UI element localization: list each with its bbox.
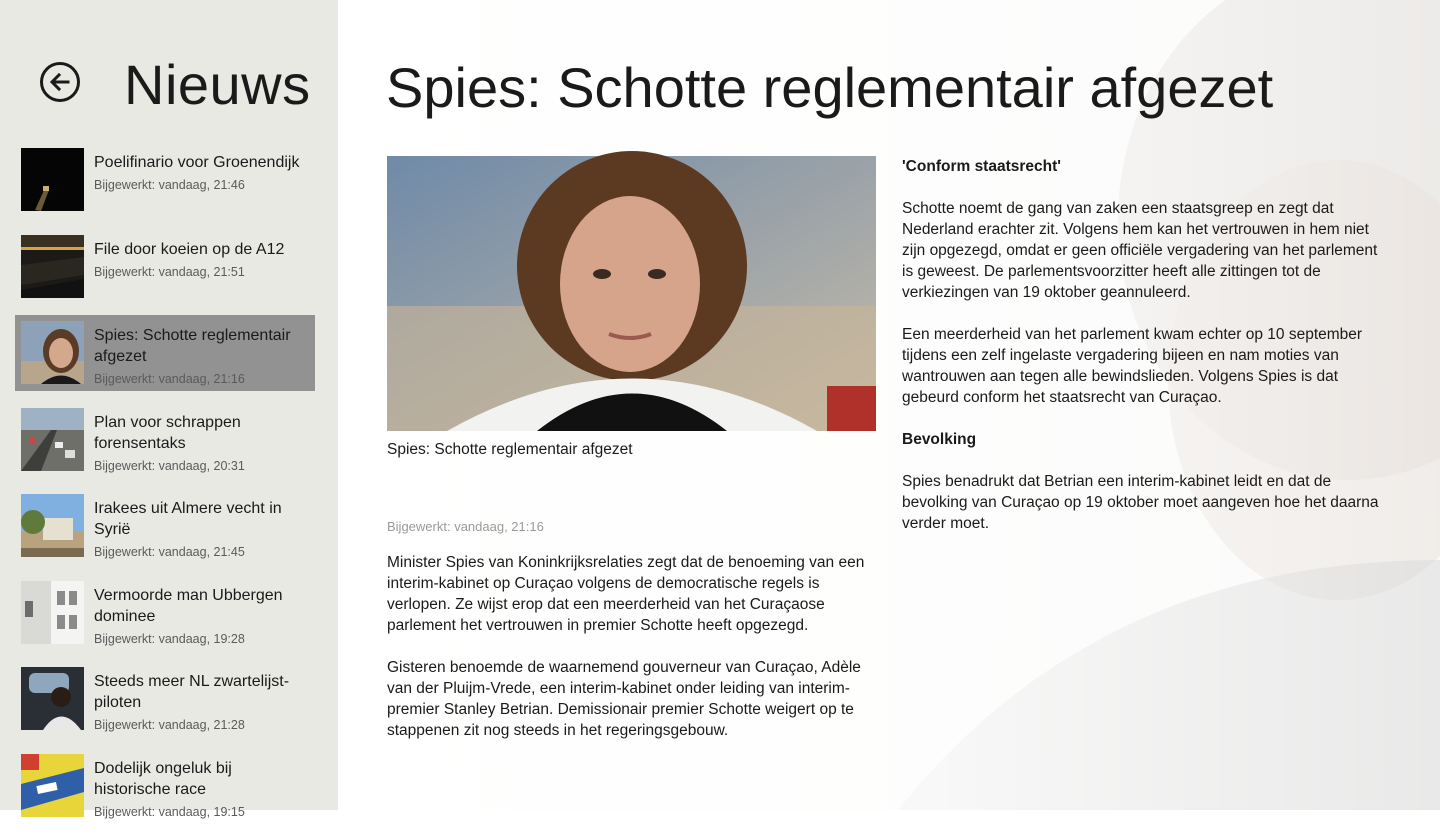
item-updated: Bijgewerkt: vandaag, 19:15 [94, 804, 245, 819]
item-title: Plan voor schrappen forensentaks [94, 413, 241, 452]
paragraph: Gisteren benoemde de waarnemend gouverneur van Curaçao, Adèle van der Pluijm-Vrede, een interim-kabinet onder leiding van interim-premier Stanley Betrian. Demissionair premier Schotte weigert op te stappenen zit nog steeds in het regeringsgebouw. [387, 659, 861, 739]
item-updated: Bijgewerkt: vandaag, 21:45 [94, 545, 245, 559]
sidebar [0, 0, 338, 819]
thumbnail [21, 581, 84, 644]
list-item[interactable] [15, 661, 315, 737]
item-title: Vermoorde man Ubbergen dominee [94, 586, 283, 625]
item-title: Poelifinario voor Groenendijk [94, 154, 300, 171]
item-title: File door koeien op de A12 [94, 240, 285, 258]
thumbnail [21, 235, 84, 298]
item-updated: Bijgewerkt: vandaag, 20:31 [94, 458, 245, 473]
list-item[interactable] [15, 402, 315, 478]
item-title: Irakees uit Almere vecht in Syrië [94, 500, 282, 538]
thumbnail [21, 148, 84, 211]
thumbnail [21, 754, 84, 817]
list-item[interactable] [15, 142, 315, 218]
thumbnail [21, 667, 84, 730]
article-view [338, 0, 1440, 810]
paragraph: Schotte noemt de gang van zaken een staatsgreep en zegt dat Nederland erachter zit. Volgens hem kan het vertrouwen in hem niet zijn opgezegd, omdat er geen officiële vergadering van het parlement is geweest. De parlementsvoorzitter heeft alle zittingen tot de verkiezingen van 19 oktober geannuleerd. [902, 200, 1378, 301]
section-heading: Bevolking [902, 431, 977, 448]
article-photo[interactable] [387, 156, 876, 431]
thumbnail [21, 494, 84, 557]
article-body-continued [902, 156, 1392, 555]
item-updated: Bijgewerkt: vandaag, 21:46 [94, 178, 245, 192]
item-title: Steeds meer NL zwartelijst-piloten [94, 673, 290, 711]
paragraph: Minister Spies van Koninkrijksrelaties zegt dat de benoeming van een interim-kabinet op Curaçao volgens de democratische regels is verlopen. Ze wijst erop dat een meerderheid van het Curaçaose parlement het vertrouwen in premier Schotte heeft opgezegd. [387, 554, 865, 634]
app-title: Nieuws [124, 53, 311, 116]
section-heading: 'Conform staatsrecht' [902, 158, 1061, 175]
article-body [387, 552, 867, 762]
back-arrow-icon [48, 70, 72, 94]
list-item-selected[interactable] [15, 315, 315, 391]
back-button[interactable] [40, 62, 80, 102]
article-title: Spies: Schotte reglementair afgezet [386, 56, 1274, 119]
item-updated: Bijgewerkt: vandaag, 21:28 [94, 718, 245, 732]
item-updated: Bijgewerkt: vandaag, 21:51 [94, 264, 245, 279]
list-item[interactable] [15, 748, 315, 824]
list-item[interactable] [15, 229, 315, 305]
news-list [15, 142, 315, 834]
list-item[interactable] [15, 575, 315, 651]
thumbnail [21, 408, 84, 471]
paragraph: Een meerderheid van het parlement kwam echter op 10 september tijdens een zelf ingelaste vergadering bijeen en nam moties van wantrouwen aan tegen alle bewindslieden. Volgens Spies is dat gebeurd conform het staatsrecht van Curaçao. [902, 326, 1363, 406]
item-updated: Bijgewerkt: vandaag, 19:28 [94, 631, 245, 646]
item-updated: Bijgewerkt: vandaag, 21:16 [94, 372, 245, 386]
paragraph: Spies benadrukt dat Betrian een interim-kabinet leidt en dat de bevolking van Curaçao op 19 oktober moet aangeven hoe het daarna verder moet. [902, 473, 1379, 532]
list-item[interactable] [15, 488, 315, 564]
item-title: Spies: Schotte reglementair afgezet [94, 327, 291, 365]
article-updated: Bijgewerkt: vandaag, 21:16 [387, 519, 544, 534]
thumbnail [21, 321, 84, 384]
item-title: Dodelijk ongeluk bij historische race [94, 759, 232, 798]
photo-caption: Spies: Schotte reglementair afgezet [387, 441, 633, 458]
